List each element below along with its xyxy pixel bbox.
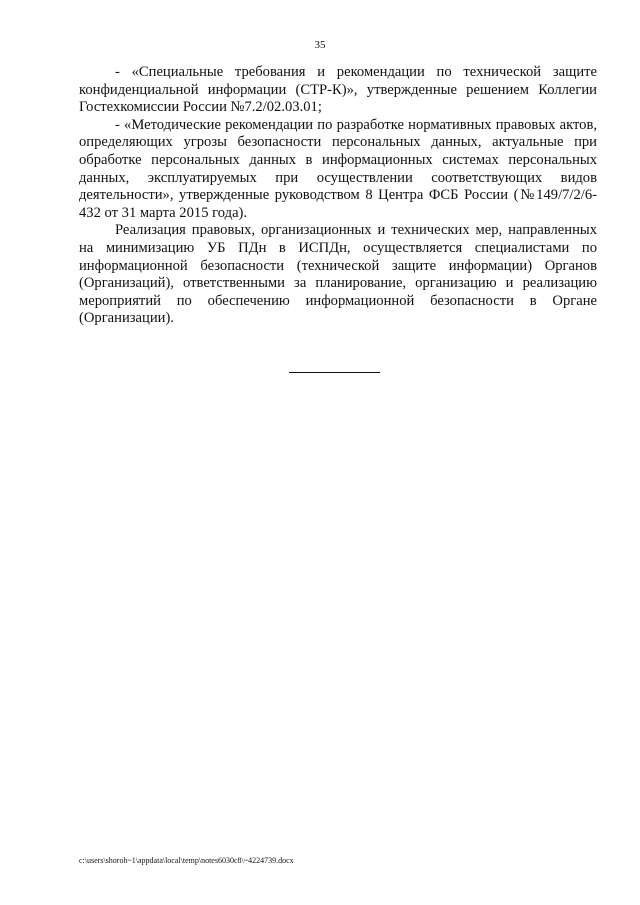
page-number: 35 bbox=[314, 39, 326, 51]
paragraph-str-k: - «Специальные требования и рекомендации по технической защите конфиденциальной информации (СТР-К)», утвержденные решением Коллегии Гостехкомиссии России №7.2/02.03.01; bbox=[79, 64, 597, 116]
footer-file-path: c:\users\shoroh~1\appdata\local\temp\notes6030c8\~4224739.docx bbox=[79, 856, 294, 865]
document-body bbox=[79, 64, 597, 328]
paragraph-fsb-recommendations: - «Методические рекомендации по разработке нормативных правовых актов, определяющих угрозы безопасности персональных данных, актуальные при обработке персональных данных в информационных системах персональных данных, эксплуатируемых при осуществлении соответствующих видов деятельности», утвержденные руководством 8 Центра ФСБ России (№149/7/2/6-432 от 31 марта 2015 года). bbox=[79, 116, 597, 221]
paragraph-implementation-measures: Реализация правовых, организационных и технических мер, направленных на минимизацию УБ ПДн в ИСПДн, осуществляется специалистами по информационной безопасности (технической защите информации) Органов (Организаций), ответственными за планирование, организацию и реализацию мероприятий по обеспечению информационной безопасности в Органе (Организации). bbox=[79, 222, 597, 327]
end-separator-line bbox=[289, 372, 380, 373]
